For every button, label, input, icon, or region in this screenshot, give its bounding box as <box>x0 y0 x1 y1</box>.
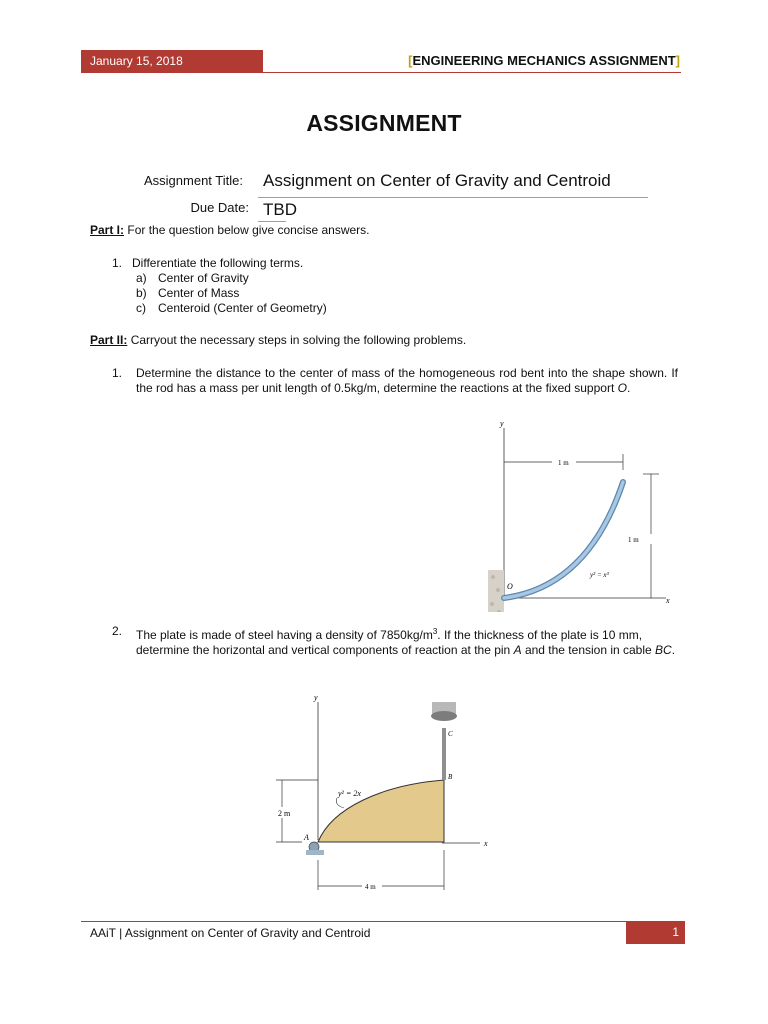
part2-instruction: Carryout the necessary steps in solving the following problems. <box>130 333 467 347</box>
fig1-origin-label: O <box>507 582 513 591</box>
fig2-point-a: A <box>304 833 309 842</box>
footer-rule <box>81 921 626 922</box>
header-date: January 15, 2018 <box>81 50 263 73</box>
assignment-title-value: Assignment on Center of Gravity and Centroid <box>263 171 611 190</box>
problem-1-body: Determine the distance to the center of mass of the homogeneous rod bent into the shape shown. If the rod has a mass per unit length of 0.5kg/m, determine the reactions at the fixed support <box>136 366 678 395</box>
header-bracket-open: [ <box>408 53 413 68</box>
list-item-letter: b) <box>136 286 147 300</box>
list-item <box>136 271 327 286</box>
fig1-equation: y² = x³ <box>590 571 609 579</box>
fig1-height-label: 1 m <box>628 536 639 544</box>
due-date-underline <box>258 221 286 222</box>
page-number: 1 <box>626 921 685 944</box>
fig2-point-b: B <box>448 773 453 781</box>
problem-2-superscript: 3 <box>432 627 438 636</box>
fig2-anchor-base <box>431 711 457 721</box>
part1-instruction: For the question below give concise answers. <box>127 223 370 237</box>
due-date-value: TBD <box>263 200 297 219</box>
fig1-y-label: y <box>500 419 504 428</box>
due-date-label: Due Date: <box>190 200 249 215</box>
list-item-text: Centeroid (Center of Geometry) <box>158 301 327 315</box>
part2-label: Part II: <box>90 333 128 347</box>
list-item-letter: a) <box>136 271 147 285</box>
list-item-letter: c) <box>136 301 146 315</box>
assignment-title-underline <box>258 197 648 198</box>
page-title: ASSIGNMENT <box>306 110 462 136</box>
header-rule <box>263 72 681 73</box>
list-item <box>136 286 327 301</box>
problem-2-body-a: The plate is made of steel having a density of 7850kg/m <box>136 628 433 642</box>
list-item-text: Center of Mass <box>158 286 240 300</box>
list-item <box>136 301 327 316</box>
fig1-rod-outline <box>504 482 623 598</box>
problem-2-body-b: . If the thickness of the plate is 10 mm, determine the horizontal and vertical components of reaction at the pin <box>136 628 643 657</box>
fig2-height-label: 2 m <box>278 809 291 818</box>
header-title-text: ENGINEERING MECHANICS ASSIGNMENT <box>412 53 676 68</box>
fig2-y-label: y <box>314 693 318 702</box>
footer-text: AAiT | Assignment on Center of Gravity and Centroid <box>90 926 371 940</box>
fig1-x-label: x <box>666 596 670 605</box>
fig1-width-label: 1 m <box>558 459 569 467</box>
problem-1-number: 1. <box>112 366 123 380</box>
fig2-x-label: x <box>484 839 488 848</box>
question-number: 1. <box>112 256 123 270</box>
fig1-support-texture <box>496 588 500 592</box>
fig1-support-texture <box>491 575 495 579</box>
fig2-plate <box>318 780 444 842</box>
problem-1-italic: O <box>617 381 627 395</box>
fig2-cable <box>442 728 446 780</box>
part1-item-list <box>136 271 327 316</box>
fig1-fixed-support <box>488 570 504 612</box>
fig2-equation-leader <box>336 798 344 808</box>
fig2-pin-base <box>306 850 324 855</box>
problem-2-number: 2. <box>112 624 123 638</box>
problem-2-end: . <box>671 643 676 657</box>
problem-1-text <box>136 366 678 396</box>
fig2-point-c: C <box>448 730 453 738</box>
list-item-text: Center of Gravity <box>158 271 249 285</box>
part1-heading <box>90 223 370 238</box>
figure-1-rod <box>478 412 678 612</box>
fig1-dim-label-bg <box>643 534 661 544</box>
fig2-width-label: 4 m <box>365 883 376 891</box>
header-bracket-close: ] <box>675 53 680 68</box>
part2-heading <box>90 333 466 348</box>
problem-2-text <box>136 624 678 658</box>
fig1-rod <box>504 482 623 598</box>
problem-2-italic-bc: BC <box>655 643 672 657</box>
part1-label: Part I: <box>90 223 125 237</box>
problem-2-body-c: and the tension in cable <box>524 643 652 657</box>
problem-2-italic-a: A <box>513 643 522 657</box>
part1-question-1 <box>112 256 303 271</box>
fig2-equation: y² = 2x <box>338 789 361 798</box>
question-text: Differentiate the following terms. <box>132 256 304 270</box>
fig1-support-texture <box>490 602 494 606</box>
assignment-title-label: Assignment Title: <box>144 173 243 188</box>
header-title <box>300 53 680 68</box>
figure-2-plate <box>262 690 512 900</box>
problem-1-end: . <box>626 381 631 395</box>
